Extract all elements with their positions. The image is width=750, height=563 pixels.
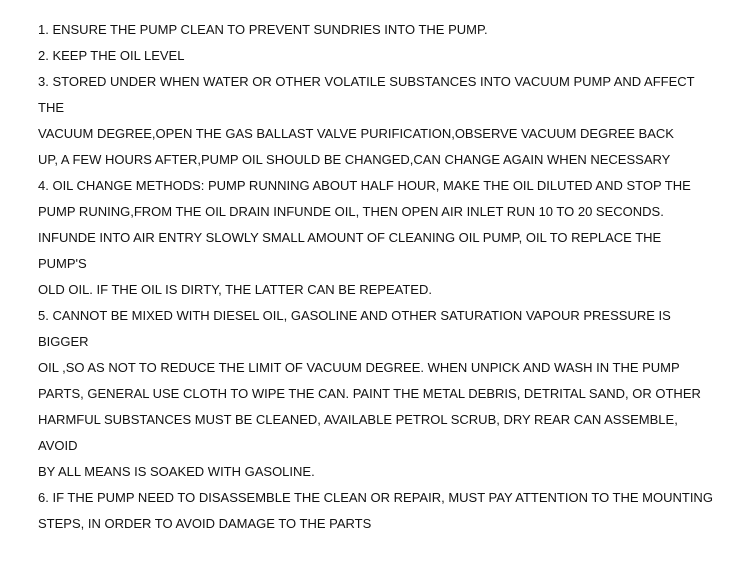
text-line: INFUNDE INTO AIR ENTRY SLOWLY SMALL AMOUNT OF CLEANING OIL PUMP, OIL TO REPLACE THE [38,230,662,245]
text-line: PUMP'S [38,256,87,271]
text-line: 3. STORED UNDER WHEN WATER OR OTHER VOLATILE SUBSTANCES INTO VACUUM PUMP AND AFFECT [38,74,695,89]
maintenance-instructions [38,17,743,537]
text-line: HARMFUL SUBSTANCES MUST BE CLEANED, AVAILABLE PETROL SCRUB, DRY REAR CAN ASSEMBLE, [38,412,678,427]
text-line: 6. IF THE PUMP NEED TO DISASSEMBLE THE CLEAN OR REPAIR, MUST PAY ATTENTION TO THE MOUNTING [38,490,713,505]
text-line: THE [38,100,64,115]
text-line: 2. KEEP THE OIL LEVEL [38,48,185,63]
text-line: OLD OIL. IF THE OIL IS DIRTY, THE LATTER CAN BE REPEATED. [38,282,432,297]
text-line: STEPS, IN ORDER TO AVOID DAMAGE TO THE PARTS [38,516,372,531]
text-line: UP, A FEW HOURS AFTER,PUMP OIL SHOULD BE CHANGED,CAN CHANGE AGAIN WHEN NECESSARY [38,152,671,167]
text-line: PUMP RUNING,FROM THE OIL DRAIN INFUNDE OIL, THEN OPEN AIR INLET RUN 10 TO 20 SECONDS. [38,204,664,219]
text-line: BIGGER [38,334,89,349]
text-line: 1. ENSURE THE PUMP CLEAN TO PREVENT SUNDRIES INTO THE PUMP. [38,22,488,37]
text-line: PARTS, GENERAL USE CLOTH TO WIPE THE CAN. PAINT THE METAL DEBRIS, DETRITAL SAND, OR OTHER [38,386,701,401]
text-line: AVOID [38,438,78,453]
text-line: 5. CANNOT BE MIXED WITH DIESEL OIL, GASOLINE AND OTHER SATURATION VAPOUR PRESSURE IS [38,308,671,323]
text-line: OIL ,SO AS NOT TO REDUCE THE LIMIT OF VACUUM DEGREE. WHEN UNPICK AND WASH IN THE PUMP [38,360,680,375]
text-line: 4. OIL CHANGE METHODS: PUMP RUNNING ABOUT HALF HOUR, MAKE THE OIL DILUTED AND STOP THE [38,178,691,193]
text-line: BY ALL MEANS IS SOAKED WITH GASOLINE. [38,464,315,479]
text-line: VACUUM DEGREE,OPEN THE GAS BALLAST VALVE PURIFICATION,OBSERVE VACUUM DEGREE BACK [38,126,674,141]
